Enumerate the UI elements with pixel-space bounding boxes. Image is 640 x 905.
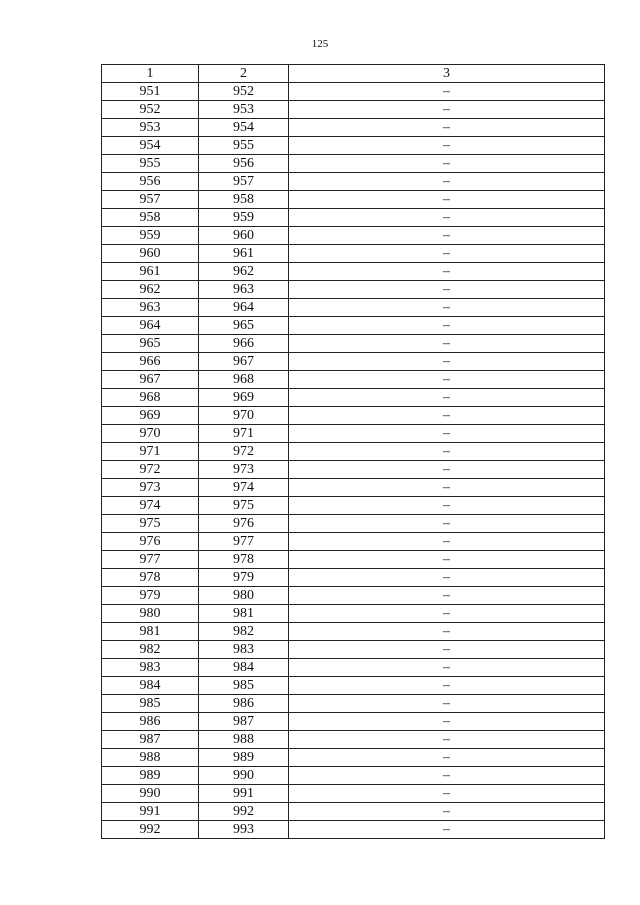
table-cell-col-2: 953 <box>199 101 289 119</box>
table-row <box>102 353 605 371</box>
table-cell-col-1: 951 <box>102 83 199 101</box>
data-table <box>101 64 605 839</box>
table-cell-col-3: – <box>289 713 605 731</box>
table-cell-col-1: 978 <box>102 569 199 587</box>
table-cell-col-3: – <box>289 353 605 371</box>
table-cell-col-3: – <box>289 821 605 839</box>
table-cell-col-3: – <box>289 695 605 713</box>
table-header <box>102 65 605 83</box>
table-cell-col-2: 985 <box>199 677 289 695</box>
table-cell-col-2: 959 <box>199 209 289 227</box>
table-row <box>102 281 605 299</box>
table-cell-col-1: 991 <box>102 803 199 821</box>
table-row <box>102 623 605 641</box>
table-cell-col-1: 962 <box>102 281 199 299</box>
table-cell-col-2: 956 <box>199 155 289 173</box>
table-cell-col-1: 989 <box>102 767 199 785</box>
table-cell-col-2: 955 <box>199 137 289 155</box>
table-cell-col-2: 983 <box>199 641 289 659</box>
table-cell-col-1: 987 <box>102 731 199 749</box>
table-cell-col-3: – <box>289 83 605 101</box>
table-cell-col-1: 975 <box>102 515 199 533</box>
table-row <box>102 461 605 479</box>
table-cell-col-2: 984 <box>199 659 289 677</box>
table-row <box>102 695 605 713</box>
table-cell-col-3: – <box>289 155 605 173</box>
table-cell-col-2: 971 <box>199 425 289 443</box>
table-row <box>102 713 605 731</box>
table-cell-col-1: 958 <box>102 209 199 227</box>
table-cell-col-3: – <box>289 101 605 119</box>
table-cell-col-3: – <box>289 461 605 479</box>
table-cell-col-2: 964 <box>199 299 289 317</box>
table-cell-col-2: 961 <box>199 245 289 263</box>
table-row <box>102 569 605 587</box>
table-cell-col-3: – <box>289 749 605 767</box>
table-cell-col-3: – <box>289 677 605 695</box>
table-cell-col-2: 990 <box>199 767 289 785</box>
table-cell-col-2: 987 <box>199 713 289 731</box>
table-row <box>102 443 605 461</box>
table-cell-col-2: 970 <box>199 407 289 425</box>
column-header-2: 2 <box>199 65 289 83</box>
table-cell-col-3: – <box>289 443 605 461</box>
table-cell-col-1: 983 <box>102 659 199 677</box>
table-cell-col-2: 965 <box>199 317 289 335</box>
table-cell-col-1: 968 <box>102 389 199 407</box>
table-cell-col-3: – <box>289 767 605 785</box>
table-cell-col-1: 955 <box>102 155 199 173</box>
table-row <box>102 533 605 551</box>
table-cell-col-3: – <box>289 191 605 209</box>
table-cell-col-3: – <box>289 299 605 317</box>
table-cell-col-1: 981 <box>102 623 199 641</box>
table-cell-col-1: 967 <box>102 371 199 389</box>
table-cell-col-2: 991 <box>199 785 289 803</box>
table-cell-col-2: 978 <box>199 551 289 569</box>
table-cell-col-1: 969 <box>102 407 199 425</box>
table-cell-col-3: – <box>289 803 605 821</box>
table-cell-col-1: 979 <box>102 587 199 605</box>
table-cell-col-1: 980 <box>102 605 199 623</box>
table-row <box>102 803 605 821</box>
table-cell-col-3: – <box>289 479 605 497</box>
table-cell-col-1: 971 <box>102 443 199 461</box>
table-cell-col-3: – <box>289 245 605 263</box>
table-cell-col-3: – <box>289 641 605 659</box>
table-cell-col-2: 966 <box>199 335 289 353</box>
table-row <box>102 137 605 155</box>
table-cell-col-2: 972 <box>199 443 289 461</box>
table-row <box>102 173 605 191</box>
table-cell-col-2: 988 <box>199 731 289 749</box>
table-row <box>102 263 605 281</box>
column-header-3: 3 <box>289 65 605 83</box>
table-cell-col-2: 975 <box>199 497 289 515</box>
table-cell-col-1: 973 <box>102 479 199 497</box>
table-cell-col-1: 970 <box>102 425 199 443</box>
table-cell-col-2: 986 <box>199 695 289 713</box>
table-cell-col-2: 980 <box>199 587 289 605</box>
table-cell-col-2: 993 <box>199 821 289 839</box>
table-cell-col-2: 962 <box>199 263 289 281</box>
table-cell-col-1: 954 <box>102 137 199 155</box>
table-cell-col-2: 967 <box>199 353 289 371</box>
table-cell-col-3: – <box>289 569 605 587</box>
table-cell-col-3: – <box>289 263 605 281</box>
table-cell-col-3: – <box>289 173 605 191</box>
table-row <box>102 227 605 245</box>
table-row <box>102 785 605 803</box>
table-cell-col-2: 958 <box>199 191 289 209</box>
table-cell-col-3: – <box>289 389 605 407</box>
table-cell-col-2: 982 <box>199 623 289 641</box>
table-row <box>102 245 605 263</box>
table-cell-col-2: 973 <box>199 461 289 479</box>
table-cell-col-2: 981 <box>199 605 289 623</box>
table-cell-col-1: 966 <box>102 353 199 371</box>
table-cell-col-2: 977 <box>199 533 289 551</box>
table-row <box>102 191 605 209</box>
table-row <box>102 335 605 353</box>
table-cell-col-2: 974 <box>199 479 289 497</box>
table-row <box>102 371 605 389</box>
table-cell-col-3: – <box>289 425 605 443</box>
table-cell-col-3: – <box>289 281 605 299</box>
table-cell-col-3: – <box>289 587 605 605</box>
table-row <box>102 551 605 569</box>
table-cell-col-1: 964 <box>102 317 199 335</box>
table-cell-col-3: – <box>289 731 605 749</box>
table-cell-col-1: 982 <box>102 641 199 659</box>
table-cell-col-1: 976 <box>102 533 199 551</box>
table-cell-col-3: – <box>289 533 605 551</box>
header-row <box>102 65 605 83</box>
table-cell-col-3: – <box>289 371 605 389</box>
table-cell-col-1: 990 <box>102 785 199 803</box>
table-cell-col-3: – <box>289 605 605 623</box>
table-row <box>102 659 605 677</box>
table-cell-col-3: – <box>289 209 605 227</box>
table-cell-col-2: 960 <box>199 227 289 245</box>
table-row <box>102 749 605 767</box>
table-row <box>102 731 605 749</box>
table-row <box>102 317 605 335</box>
table-cell-col-3: – <box>289 407 605 425</box>
table-cell-col-2: 957 <box>199 173 289 191</box>
table-cell-col-3: – <box>289 119 605 137</box>
table-cell-col-1: 988 <box>102 749 199 767</box>
table-cell-col-1: 965 <box>102 335 199 353</box>
table-row <box>102 83 605 101</box>
table-cell-col-3: – <box>289 785 605 803</box>
table-cell-col-3: – <box>289 137 605 155</box>
table-cell-col-3: – <box>289 659 605 677</box>
table-cell-col-2: 969 <box>199 389 289 407</box>
table-row <box>102 479 605 497</box>
table-cell-col-3: – <box>289 551 605 569</box>
table-row <box>102 587 605 605</box>
table-row <box>102 389 605 407</box>
table-cell-col-2: 968 <box>199 371 289 389</box>
table-cell-col-1: 961 <box>102 263 199 281</box>
table-cell-col-2: 989 <box>199 749 289 767</box>
table-cell-col-1: 953 <box>102 119 199 137</box>
table-row <box>102 155 605 173</box>
table-cell-col-1: 974 <box>102 497 199 515</box>
column-header-1: 1 <box>102 65 199 83</box>
table-row <box>102 209 605 227</box>
table-row <box>102 119 605 137</box>
table-row <box>102 425 605 443</box>
table-cell-col-2: 992 <box>199 803 289 821</box>
table-cell-col-1: 972 <box>102 461 199 479</box>
table-row <box>102 605 605 623</box>
table-cell-col-3: – <box>289 227 605 245</box>
table-cell-col-2: 963 <box>199 281 289 299</box>
table-cell-col-1: 992 <box>102 821 199 839</box>
table-row <box>102 497 605 515</box>
table-row <box>102 821 605 839</box>
table-row <box>102 299 605 317</box>
table-row <box>102 677 605 695</box>
table-cell-col-1: 984 <box>102 677 199 695</box>
table-cell-col-1: 960 <box>102 245 199 263</box>
page-number: 125 <box>311 38 329 50</box>
table-cell-col-2: 954 <box>199 119 289 137</box>
table-cell-col-1: 956 <box>102 173 199 191</box>
table-cell-col-3: – <box>289 317 605 335</box>
table-row <box>102 515 605 533</box>
table-row <box>102 407 605 425</box>
table-cell-col-1: 959 <box>102 227 199 245</box>
table-cell-col-2: 979 <box>199 569 289 587</box>
table-cell-col-3: – <box>289 335 605 353</box>
table-cell-col-1: 952 <box>102 101 199 119</box>
table-cell-col-3: – <box>289 623 605 641</box>
table-cell-col-2: 952 <box>199 83 289 101</box>
table-cell-col-3: – <box>289 515 605 533</box>
table-cell-col-1: 986 <box>102 713 199 731</box>
table-row <box>102 101 605 119</box>
table-row <box>102 767 605 785</box>
table-row <box>102 641 605 659</box>
table-cell-col-1: 963 <box>102 299 199 317</box>
table-body <box>102 83 605 839</box>
table-cell-col-1: 985 <box>102 695 199 713</box>
table-cell-col-1: 957 <box>102 191 199 209</box>
table-cell-col-3: – <box>289 497 605 515</box>
table-cell-col-1: 977 <box>102 551 199 569</box>
table-cell-col-2: 976 <box>199 515 289 533</box>
